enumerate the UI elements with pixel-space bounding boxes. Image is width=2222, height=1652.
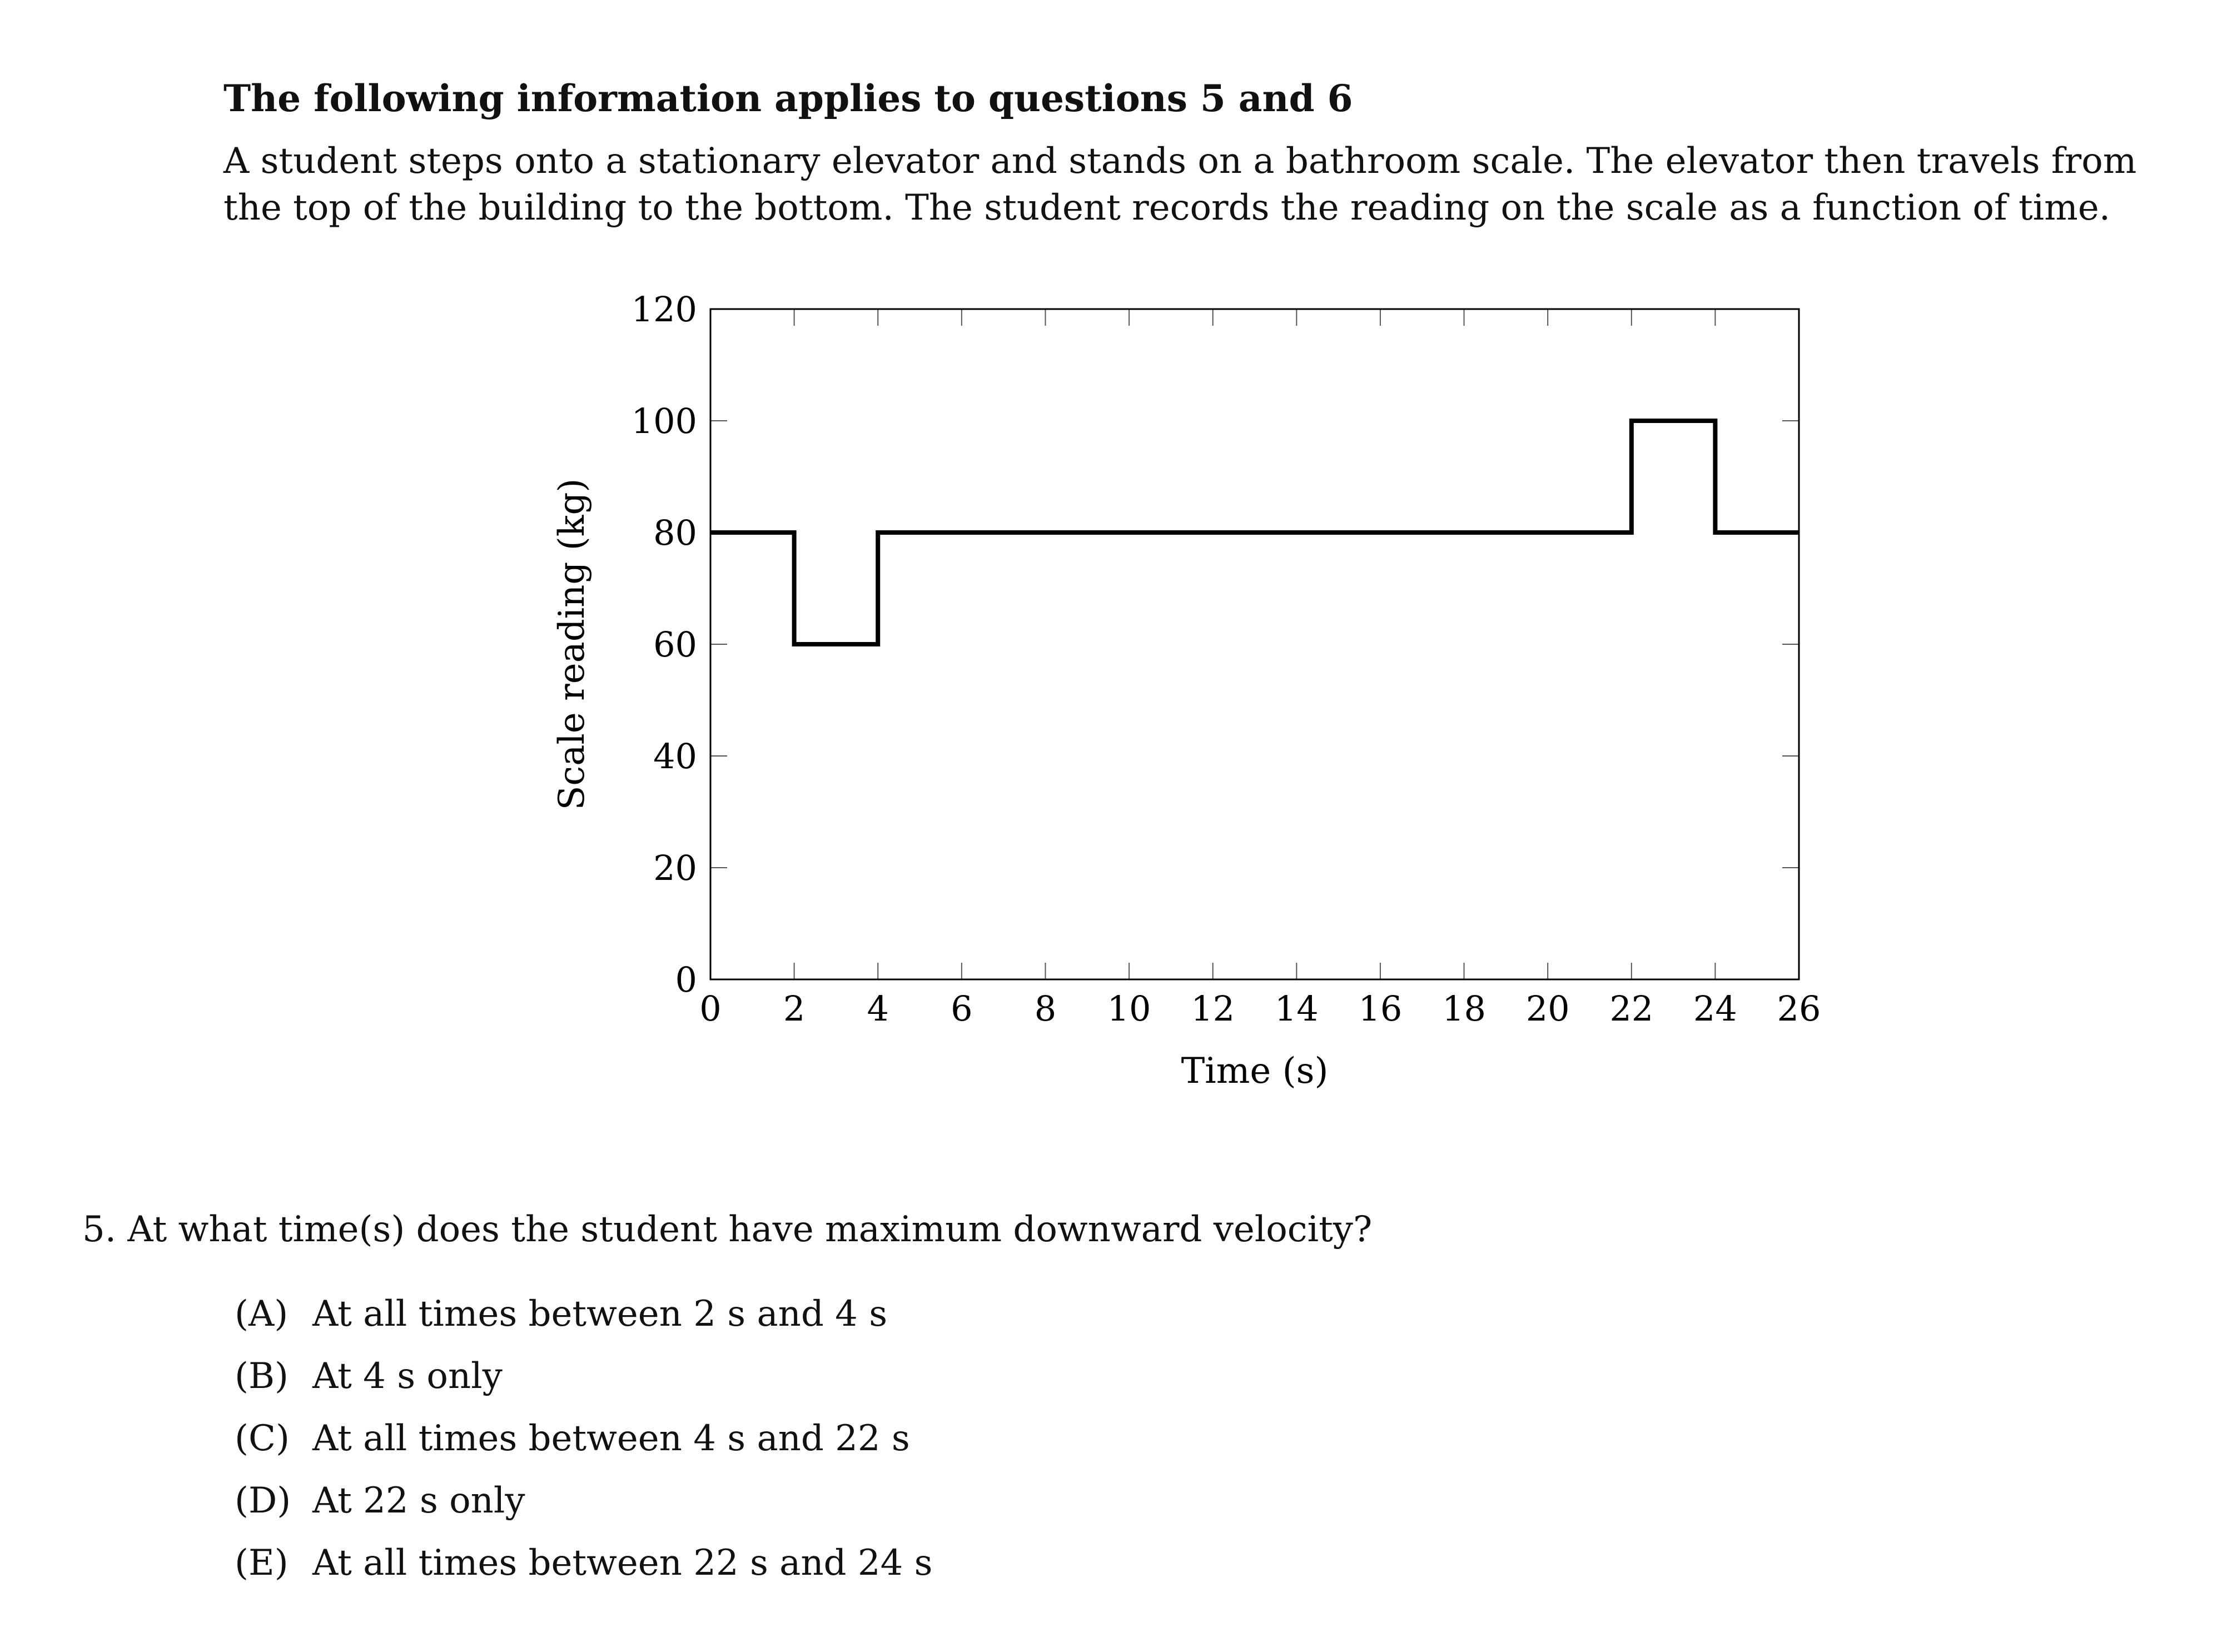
x-tick-label: 12 (1191, 988, 1235, 1029)
y-tick-label: 0 (675, 959, 697, 1000)
y-axis-tick-labels (632, 289, 697, 1000)
x-axis-label: Time (s) (1181, 1051, 1329, 1092)
y-tick-label: 40 (653, 736, 697, 777)
series-line-scale-reading (710, 421, 1799, 644)
option-c[interactable] (235, 1407, 932, 1470)
x-axis-tick-labels (699, 988, 1821, 1029)
y-axis-label: Scale reading (kg) (551, 478, 593, 810)
x-tick-label: 26 (1777, 988, 1821, 1029)
x-tick-label: 4 (867, 988, 889, 1029)
x-tick-label: 6 (951, 988, 973, 1029)
option-b[interactable] (235, 1345, 932, 1407)
question-5 (82, 1209, 1372, 1250)
answer-options (235, 1283, 932, 1594)
option-d[interactable] (235, 1470, 932, 1532)
y-tick-label: 60 (653, 624, 697, 665)
option-e[interactable] (235, 1532, 932, 1594)
x-tick-label: 14 (1274, 988, 1319, 1029)
option-letter: (C) (235, 1418, 290, 1459)
y-tick-label: 20 (653, 848, 697, 888)
intro-paragraph: A student steps onto a stationary elevator and stands on a bathroom scale. The elevator then travels from the top of the building to the bottom. The student records the reading on the scale as a function of time. (223, 141, 2137, 228)
option-a[interactable] (235, 1283, 932, 1345)
option-text: At all times between 2 s and 4 s (312, 1293, 888, 1335)
option-text: At 22 s only (312, 1480, 525, 1521)
x-tick-label: 2 (783, 988, 806, 1029)
y-tick-label: 120 (631, 289, 697, 330)
option-letter: (E) (235, 1542, 289, 1584)
option-text: At all times between 22 s and 24 s (312, 1542, 933, 1584)
section-heading: The following information applies to questions 5 and 6 (223, 77, 1353, 120)
option-text: At 4 s only (312, 1356, 503, 1397)
x-tick-label: 8 (1034, 988, 1057, 1029)
x-tick-label: 18 (1442, 988, 1486, 1029)
y-tick-label: 80 (653, 512, 697, 553)
x-tick-label: 16 (1358, 988, 1403, 1029)
question-text: At what time(s) does the student have maximum downward velocity? (127, 1209, 1373, 1250)
question-number: 5. (82, 1209, 117, 1250)
option-text: At all times between 4 s and 22 s (312, 1418, 910, 1459)
x-tick-label: 22 (1609, 988, 1654, 1029)
option-letter: (A) (235, 1293, 289, 1335)
y-tick-label: 100 (631, 401, 697, 441)
x-tick-label: 0 (699, 988, 722, 1029)
option-letter: (B) (235, 1356, 289, 1397)
option-letter: (D) (235, 1480, 291, 1521)
x-tick-label: 10 (1107, 988, 1151, 1029)
x-tick-label: 20 (1525, 988, 1570, 1029)
x-tick-label: 24 (1693, 988, 1737, 1029)
